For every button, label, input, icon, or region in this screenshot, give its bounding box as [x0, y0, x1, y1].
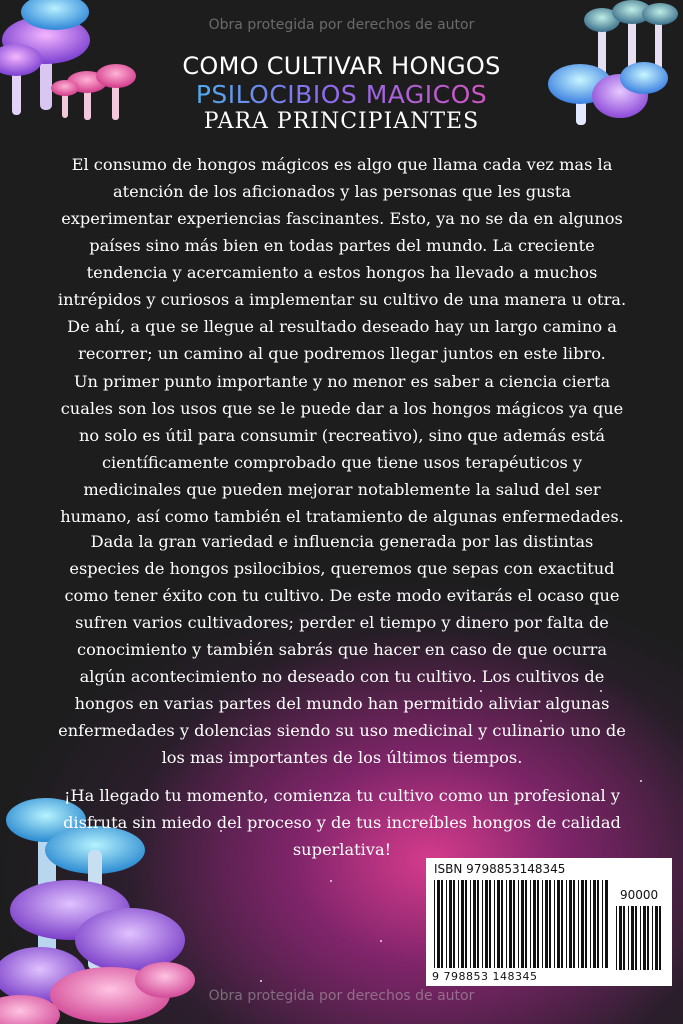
title-line-3: PARA PRINCIPIANTES: [203, 109, 480, 134]
barcode-bar: [509, 880, 512, 968]
barcode-bar: [549, 880, 551, 968]
barcode-digits: 9 798853 148345: [432, 970, 538, 983]
isbn-label: ISBN 9798853148345: [434, 862, 566, 876]
star-decoration: [380, 940, 382, 942]
barcode-bar: [513, 880, 515, 968]
barcode-bar: [640, 906, 641, 970]
barcode-bar: [521, 880, 524, 968]
barcode-bar: [647, 906, 649, 970]
barcode-bar: [494, 880, 495, 968]
barcode-addon-bars: [616, 906, 666, 970]
barcode-bar: [605, 880, 608, 968]
barcode-bar: [489, 880, 491, 968]
barcode-bar: [635, 906, 637, 970]
barcode-bar: [533, 880, 536, 968]
barcode-bar: [530, 880, 531, 968]
barcode-bar: [441, 880, 443, 968]
synopsis-paragraph-1: El consumo de hongos mágicos es algo que llama cada vez mas la atención de los aficionados y las personas que les gusta experimentar experiencias fascinantes. Esto, ya no se da en algunos países sino más bien en todas partes del mundo. La creciente tendencia y acercamiento a estos hongos ha llevado a muchos intrépidos y curiosos a implementar su cultivo de una manera u otra. De ahí, a que se llegue al resultado deseado hay un largo camino a recorrer; un camino al que podremos llegar juntos en este libro.: [57, 155, 627, 363]
barcode-bar: [554, 880, 555, 968]
barcode-bar: [561, 880, 563, 968]
barcode-bar: [590, 880, 591, 968]
synopsis-paragraph-3: Dada la gran variedad e influencia generada por las distintas especies de hongos psilocibios, queremos que sepas con exactitud como tener éxito con tu cultivo. De este modo evitarás el ocaso que sufren varios cultivadores; perder el tiempo y dinero por falta de conocimiento y también sabrás que hacer en caso de que ocurra algún acontecimiento no deseado con tu cultivo. Los cultivos de hongos en varias partes del mundo han permitido aliviar algunas enfermedades y dolencias siendo su uso medicinal y culinario uno de los mas importantes de los últimos tiempos.: [58, 532, 626, 767]
watermark-bottom: Obra protegida por derechos de autor: [208, 988, 475, 1004]
barcode-bars: [434, 880, 610, 968]
barcode-bar: [597, 880, 599, 968]
star-decoration: [640, 780, 642, 782]
barcode-bar: [655, 906, 658, 970]
barcode-bar: [623, 906, 625, 970]
barcode-bar: [525, 880, 527, 968]
barcode-bar: [437, 880, 440, 968]
barcode-bar: [518, 880, 519, 968]
synopsis-paragraph-4: ¡Ha llegado tu momento, comienza tu cultivo como un profesional y disfruta sin miedo del proceso y de tus increíbles hongos de calidad superlativa!: [63, 786, 621, 859]
barcode-bar: [581, 880, 584, 968]
barcode-bar: [446, 880, 447, 968]
watermark-top: Obra protegida por derechos de autor: [208, 17, 475, 33]
barcode-bar: [497, 880, 500, 968]
barcode-bar: [569, 880, 572, 968]
barcode-bar: [643, 906, 646, 970]
barcode-bar: [631, 906, 634, 970]
barcode-bar: [652, 906, 653, 970]
barcode-bar: [453, 880, 455, 968]
star-decoration: [260, 980, 262, 982]
isbn-barcode: [426, 858, 672, 986]
barcode-bar: [602, 880, 603, 968]
barcode-bar: [537, 880, 539, 968]
barcode-bar: [465, 880, 467, 968]
title-line-2: PSILOCIBIOS MAGICOS: [150, 80, 533, 110]
barcode-bar: [542, 880, 543, 968]
barcode-bar: [477, 880, 479, 968]
barcode-bar: [485, 880, 488, 968]
barcode-bar: [566, 880, 567, 968]
barcode-bar: [461, 880, 464, 968]
barcode-bar: [593, 880, 596, 968]
barcode-bar: [659, 906, 661, 970]
star-decoration: [330, 880, 332, 882]
barcode-bar: [473, 880, 476, 968]
barcode-bar: [506, 880, 507, 968]
barcode-bar: [501, 880, 503, 968]
price-code: 90000: [620, 888, 659, 902]
barcode-bar: [628, 906, 629, 970]
barcode-bar: [545, 880, 548, 968]
barcode-bar: [616, 906, 617, 970]
barcode-bar: [470, 880, 471, 968]
title-line-1: COMO CULTIVAR HONGOS: [182, 52, 501, 80]
synopsis-paragraph-2: Un primer punto importante y no menor es saber a ciencia cierta cuales son los usos que se le puede dar a los hongos mágicos ya que no solo es útil para consumir (recreativo), sino que además está científicamente comprobado que tiene usos terapéuticos y medicinales que pueden mejorar notablemente la salud del ser humano, así como también el tratamiento de algunas enfermedades.: [60, 372, 624, 526]
barcode-bar: [458, 880, 459, 968]
barcode-bar: [573, 880, 575, 968]
barcode-bar: [557, 880, 560, 968]
book-title: [150, 52, 533, 134]
barcode-bar: [482, 880, 483, 968]
barcode-bar: [585, 880, 587, 968]
barcode-bar: [578, 880, 579, 968]
barcode-bar: [434, 880, 435, 968]
barcode-bar: [619, 906, 622, 970]
barcode-bar: [449, 880, 452, 968]
